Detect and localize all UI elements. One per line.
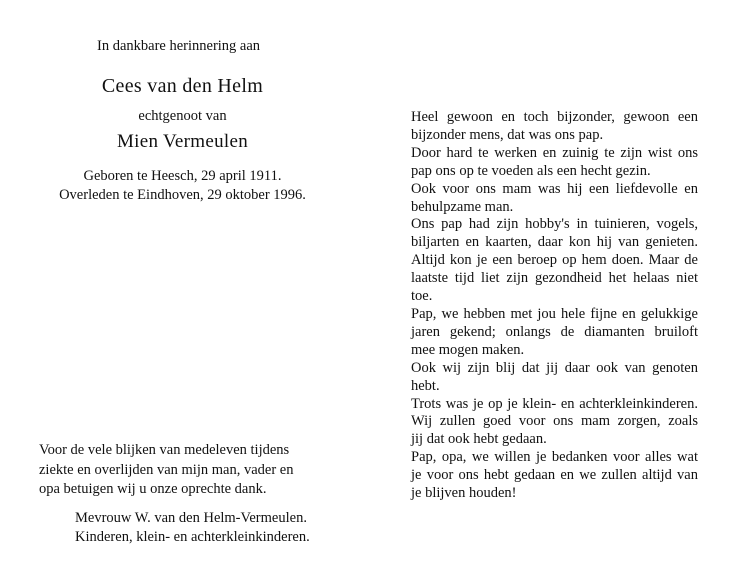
tribute-line: je blijven houden!: [411, 485, 517, 502]
intro-text: In dankbare herinnering aan: [97, 38, 261, 54]
spouse-label: echtgenoot van: [138, 108, 227, 124]
tribute-line: Altijd kon je een beroep op hem doen. Maar de: [411, 252, 698, 269]
tribute-line: biljarten en kaarten, daar kon hij van genieten.: [411, 234, 698, 251]
tribute-line: jij dat ook hebt gedaan.: [411, 431, 547, 448]
signature-line: Mevrouw W. van den Helm-Vermeulen.: [75, 510, 307, 526]
deceased-name: Cees van den Helm: [101, 75, 264, 97]
spouse-name: Mien Vermeulen: [116, 131, 248, 152]
tribute-text: [411, 109, 698, 503]
tribute-line: Ons pap had zijn hobby's in tuinieren, vogels,: [411, 216, 698, 233]
tribute-line: pap ons op te voeden als een hecht gezin.: [411, 162, 651, 179]
tribute-line: hebt.: [411, 377, 440, 394]
thanks-line: Voor de vele blijken van medeleven tijdens: [39, 442, 290, 458]
tribute-line: Door hard te werken en zuinig te zijn wist ons: [411, 144, 698, 161]
thanks-line: opa betuigen wij u onze oprechte dank.: [39, 481, 267, 497]
tribute-line: mee mogen maken.: [411, 341, 525, 358]
tribute-line: toe.: [411, 288, 433, 305]
thanks-line: ziekte en overlijden van mijn man, vader en: [39, 461, 294, 478]
tribute-line: Ook voor ons mam was hij een liefdevolle en: [411, 180, 698, 197]
tribute-line: je voor ons hebt gedaan en we zullen altijd van: [411, 467, 698, 484]
left-panel: [0, 0, 365, 577]
life-dates: [0, 167, 365, 205]
signature-block: [75, 509, 310, 547]
died-line: Overleden te Eindhoven, 29 oktober 1996.: [59, 187, 306, 203]
tribute-line: jaren gekend; onlangs de diamanten bruiloft: [411, 323, 698, 340]
born-line: Geboren te Heesch, 29 april 1911.: [83, 168, 282, 184]
thanks-paragraph: [39, 441, 339, 500]
signature-line: Kinderen, klein- en achterkleinkinderen.: [75, 529, 310, 545]
tribute-line: Trots was je op je klein- en achterkleinkinderen.: [411, 395, 698, 412]
tribute-line: Wij zullen goed voor ons mam zorgen, zoals: [411, 413, 698, 430]
tribute-line: behulpzame man.: [411, 198, 514, 215]
tribute-line: laatste tijd liet zijn gezondheid het helaas niet: [411, 270, 698, 287]
tribute-line: Ook wij zijn blij dat jij daar ook van genoten: [411, 359, 698, 376]
tribute-line: bijzonder mens, dat was ons pap.: [411, 126, 604, 143]
tribute-line: Pap, we hebben met jou hele fijne en gelukkige: [411, 305, 698, 322]
tribute-line: Heel gewoon en toch bijzonder, gewoon een: [411, 109, 698, 125]
tribute-line: Pap, opa, we willen je bedanken voor alles wat: [411, 449, 698, 466]
